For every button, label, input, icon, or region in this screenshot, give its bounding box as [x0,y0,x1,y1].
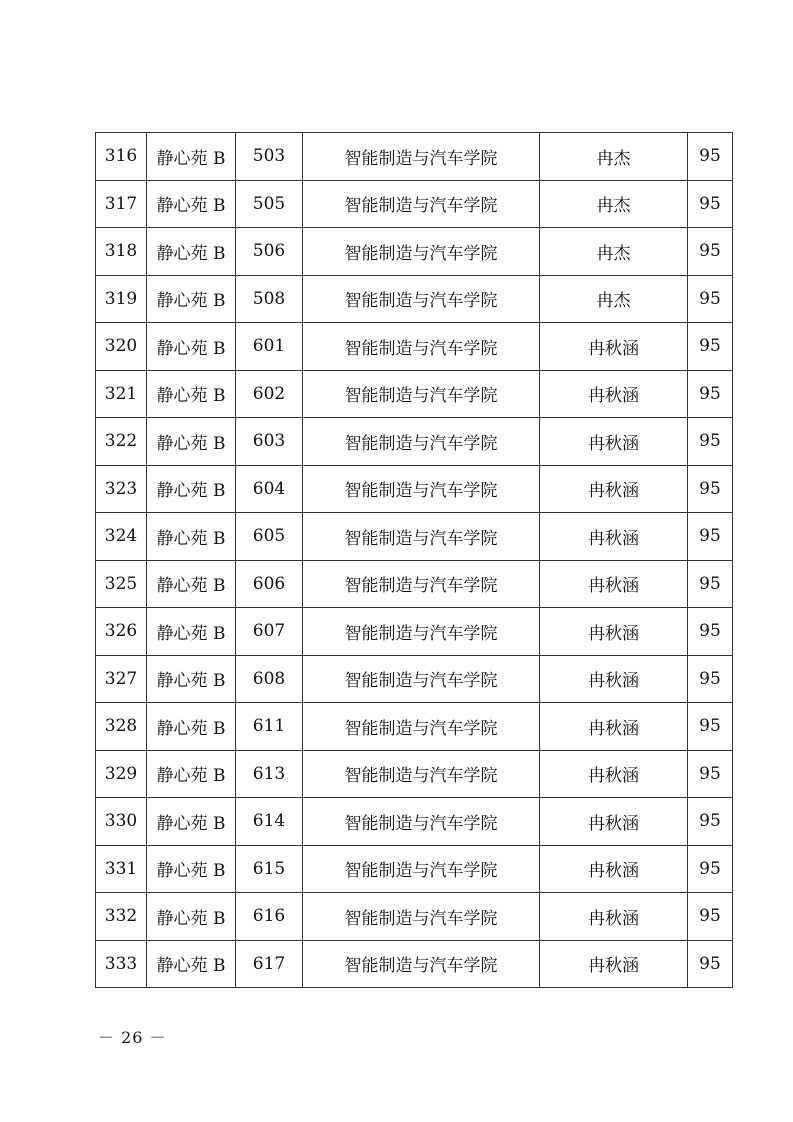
college-cell: 智能制造与汽车学院 [303,608,540,656]
person-in-charge-cell: 冉秋涵 [540,655,688,703]
table-row [96,513,733,561]
row-number-cell: 319 [96,275,147,323]
room-number-cell: 603 [236,418,303,466]
score-cell: 95 [688,228,733,276]
college-cell: 智能制造与汽车学院 [303,513,540,561]
building-cell: 静心苑 B [147,560,236,608]
building-cell: 静心苑 B [147,893,236,941]
table-body [96,133,733,988]
table-row [96,608,733,656]
person-in-charge-cell: 冉秋涵 [540,560,688,608]
score-cell: 95 [688,465,733,513]
table-row [96,370,733,418]
person-in-charge-cell: 冉杰 [540,133,688,181]
building-cell: 静心苑 B [147,133,236,181]
table-row [96,133,733,181]
room-number-cell: 608 [236,655,303,703]
college-cell: 智能制造与汽车学院 [303,465,540,513]
building-cell: 静心苑 B [147,750,236,798]
building-cell: 静心苑 B [147,180,236,228]
row-number-cell: 322 [96,418,147,466]
college-cell: 智能制造与汽车学院 [303,893,540,941]
table-row [96,750,733,798]
score-cell: 95 [688,845,733,893]
person-in-charge-cell: 冉秋涵 [540,465,688,513]
row-number-cell: 320 [96,323,147,371]
person-in-charge-cell: 冉秋涵 [540,323,688,371]
building-cell: 静心苑 B [147,798,236,846]
college-cell: 智能制造与汽车学院 [303,655,540,703]
score-cell: 95 [688,418,733,466]
row-number-cell: 316 [96,133,147,181]
college-cell: 智能制造与汽车学院 [303,560,540,608]
building-cell: 静心苑 B [147,323,236,371]
row-number-cell: 329 [96,750,147,798]
score-cell: 95 [688,560,733,608]
table-row [96,180,733,228]
room-number-cell: 604 [236,465,303,513]
room-number-cell: 614 [236,798,303,846]
person-in-charge-cell: 冉秋涵 [540,608,688,656]
college-cell: 智能制造与汽车学院 [303,798,540,846]
person-in-charge-cell: 冉杰 [540,228,688,276]
room-number-cell: 616 [236,893,303,941]
building-cell: 静心苑 B [147,845,236,893]
row-number-cell: 333 [96,940,147,988]
score-cell: 95 [688,133,733,181]
person-in-charge-cell: 冉秋涵 [540,940,688,988]
building-cell: 静心苑 B [147,655,236,703]
person-in-charge-cell: 冉秋涵 [540,893,688,941]
score-cell: 95 [688,275,733,323]
score-cell: 95 [688,608,733,656]
page-number: － 26 － [98,1028,167,1047]
table-row [96,893,733,941]
person-in-charge-cell: 冉秋涵 [540,370,688,418]
person-in-charge-cell: 冉秋涵 [540,513,688,561]
table-row [96,940,733,988]
person-in-charge-cell: 冉秋涵 [540,750,688,798]
college-cell: 智能制造与汽车学院 [303,418,540,466]
room-number-cell: 601 [236,323,303,371]
person-in-charge-cell: 冉秋涵 [540,845,688,893]
building-cell: 静心苑 B [147,608,236,656]
table-row [96,323,733,371]
score-cell: 95 [688,940,733,988]
table-row [96,845,733,893]
row-number-cell: 330 [96,798,147,846]
college-cell: 智能制造与汽车学院 [303,133,540,181]
row-number-cell: 328 [96,703,147,751]
room-number-cell: 617 [236,940,303,988]
score-cell: 95 [688,180,733,228]
score-cell: 95 [688,370,733,418]
college-cell: 智能制造与汽车学院 [303,703,540,751]
room-number-cell: 606 [236,560,303,608]
building-cell: 静心苑 B [147,703,236,751]
dormitory-score-table [95,132,733,988]
person-in-charge-cell: 冉秋涵 [540,418,688,466]
row-number-cell: 325 [96,560,147,608]
room-number-cell: 505 [236,180,303,228]
college-cell: 智能制造与汽车学院 [303,323,540,371]
row-number-cell: 327 [96,655,147,703]
room-number-cell: 605 [236,513,303,561]
row-number-cell: 332 [96,893,147,941]
building-cell: 静心苑 B [147,418,236,466]
table-row [96,655,733,703]
room-number-cell: 613 [236,750,303,798]
building-cell: 静心苑 B [147,465,236,513]
row-number-cell: 321 [96,370,147,418]
person-in-charge-cell: 冉杰 [540,180,688,228]
college-cell: 智能制造与汽车学院 [303,228,540,276]
room-number-cell: 607 [236,608,303,656]
row-number-cell: 317 [96,180,147,228]
score-cell: 95 [688,655,733,703]
room-number-cell: 615 [236,845,303,893]
room-number-cell: 503 [236,133,303,181]
building-cell: 静心苑 B [147,275,236,323]
row-number-cell: 331 [96,845,147,893]
row-number-cell: 323 [96,465,147,513]
score-cell: 95 [688,323,733,371]
score-cell: 95 [688,703,733,751]
college-cell: 智能制造与汽车学院 [303,940,540,988]
table-row [96,465,733,513]
table-row [96,228,733,276]
college-cell: 智能制造与汽车学院 [303,750,540,798]
college-cell: 智能制造与汽车学院 [303,180,540,228]
room-number-cell: 602 [236,370,303,418]
college-cell: 智能制造与汽车学院 [303,845,540,893]
person-in-charge-cell: 冉秋涵 [540,703,688,751]
row-number-cell: 318 [96,228,147,276]
building-cell: 静心苑 B [147,513,236,561]
college-cell: 智能制造与汽车学院 [303,275,540,323]
score-cell: 95 [688,893,733,941]
score-cell: 95 [688,750,733,798]
college-cell: 智能制造与汽车学院 [303,370,540,418]
person-in-charge-cell: 冉杰 [540,275,688,323]
table-row [96,798,733,846]
table-row [96,560,733,608]
room-number-cell: 611 [236,703,303,751]
building-cell: 静心苑 B [147,370,236,418]
building-cell: 静心苑 B [147,940,236,988]
score-cell: 95 [688,513,733,561]
room-number-cell: 506 [236,228,303,276]
table-row [96,703,733,751]
row-number-cell: 324 [96,513,147,561]
building-cell: 静心苑 B [147,228,236,276]
score-cell: 95 [688,798,733,846]
room-number-cell: 508 [236,275,303,323]
table-row [96,418,733,466]
person-in-charge-cell: 冉秋涵 [540,798,688,846]
table-row [96,275,733,323]
row-number-cell: 326 [96,608,147,656]
